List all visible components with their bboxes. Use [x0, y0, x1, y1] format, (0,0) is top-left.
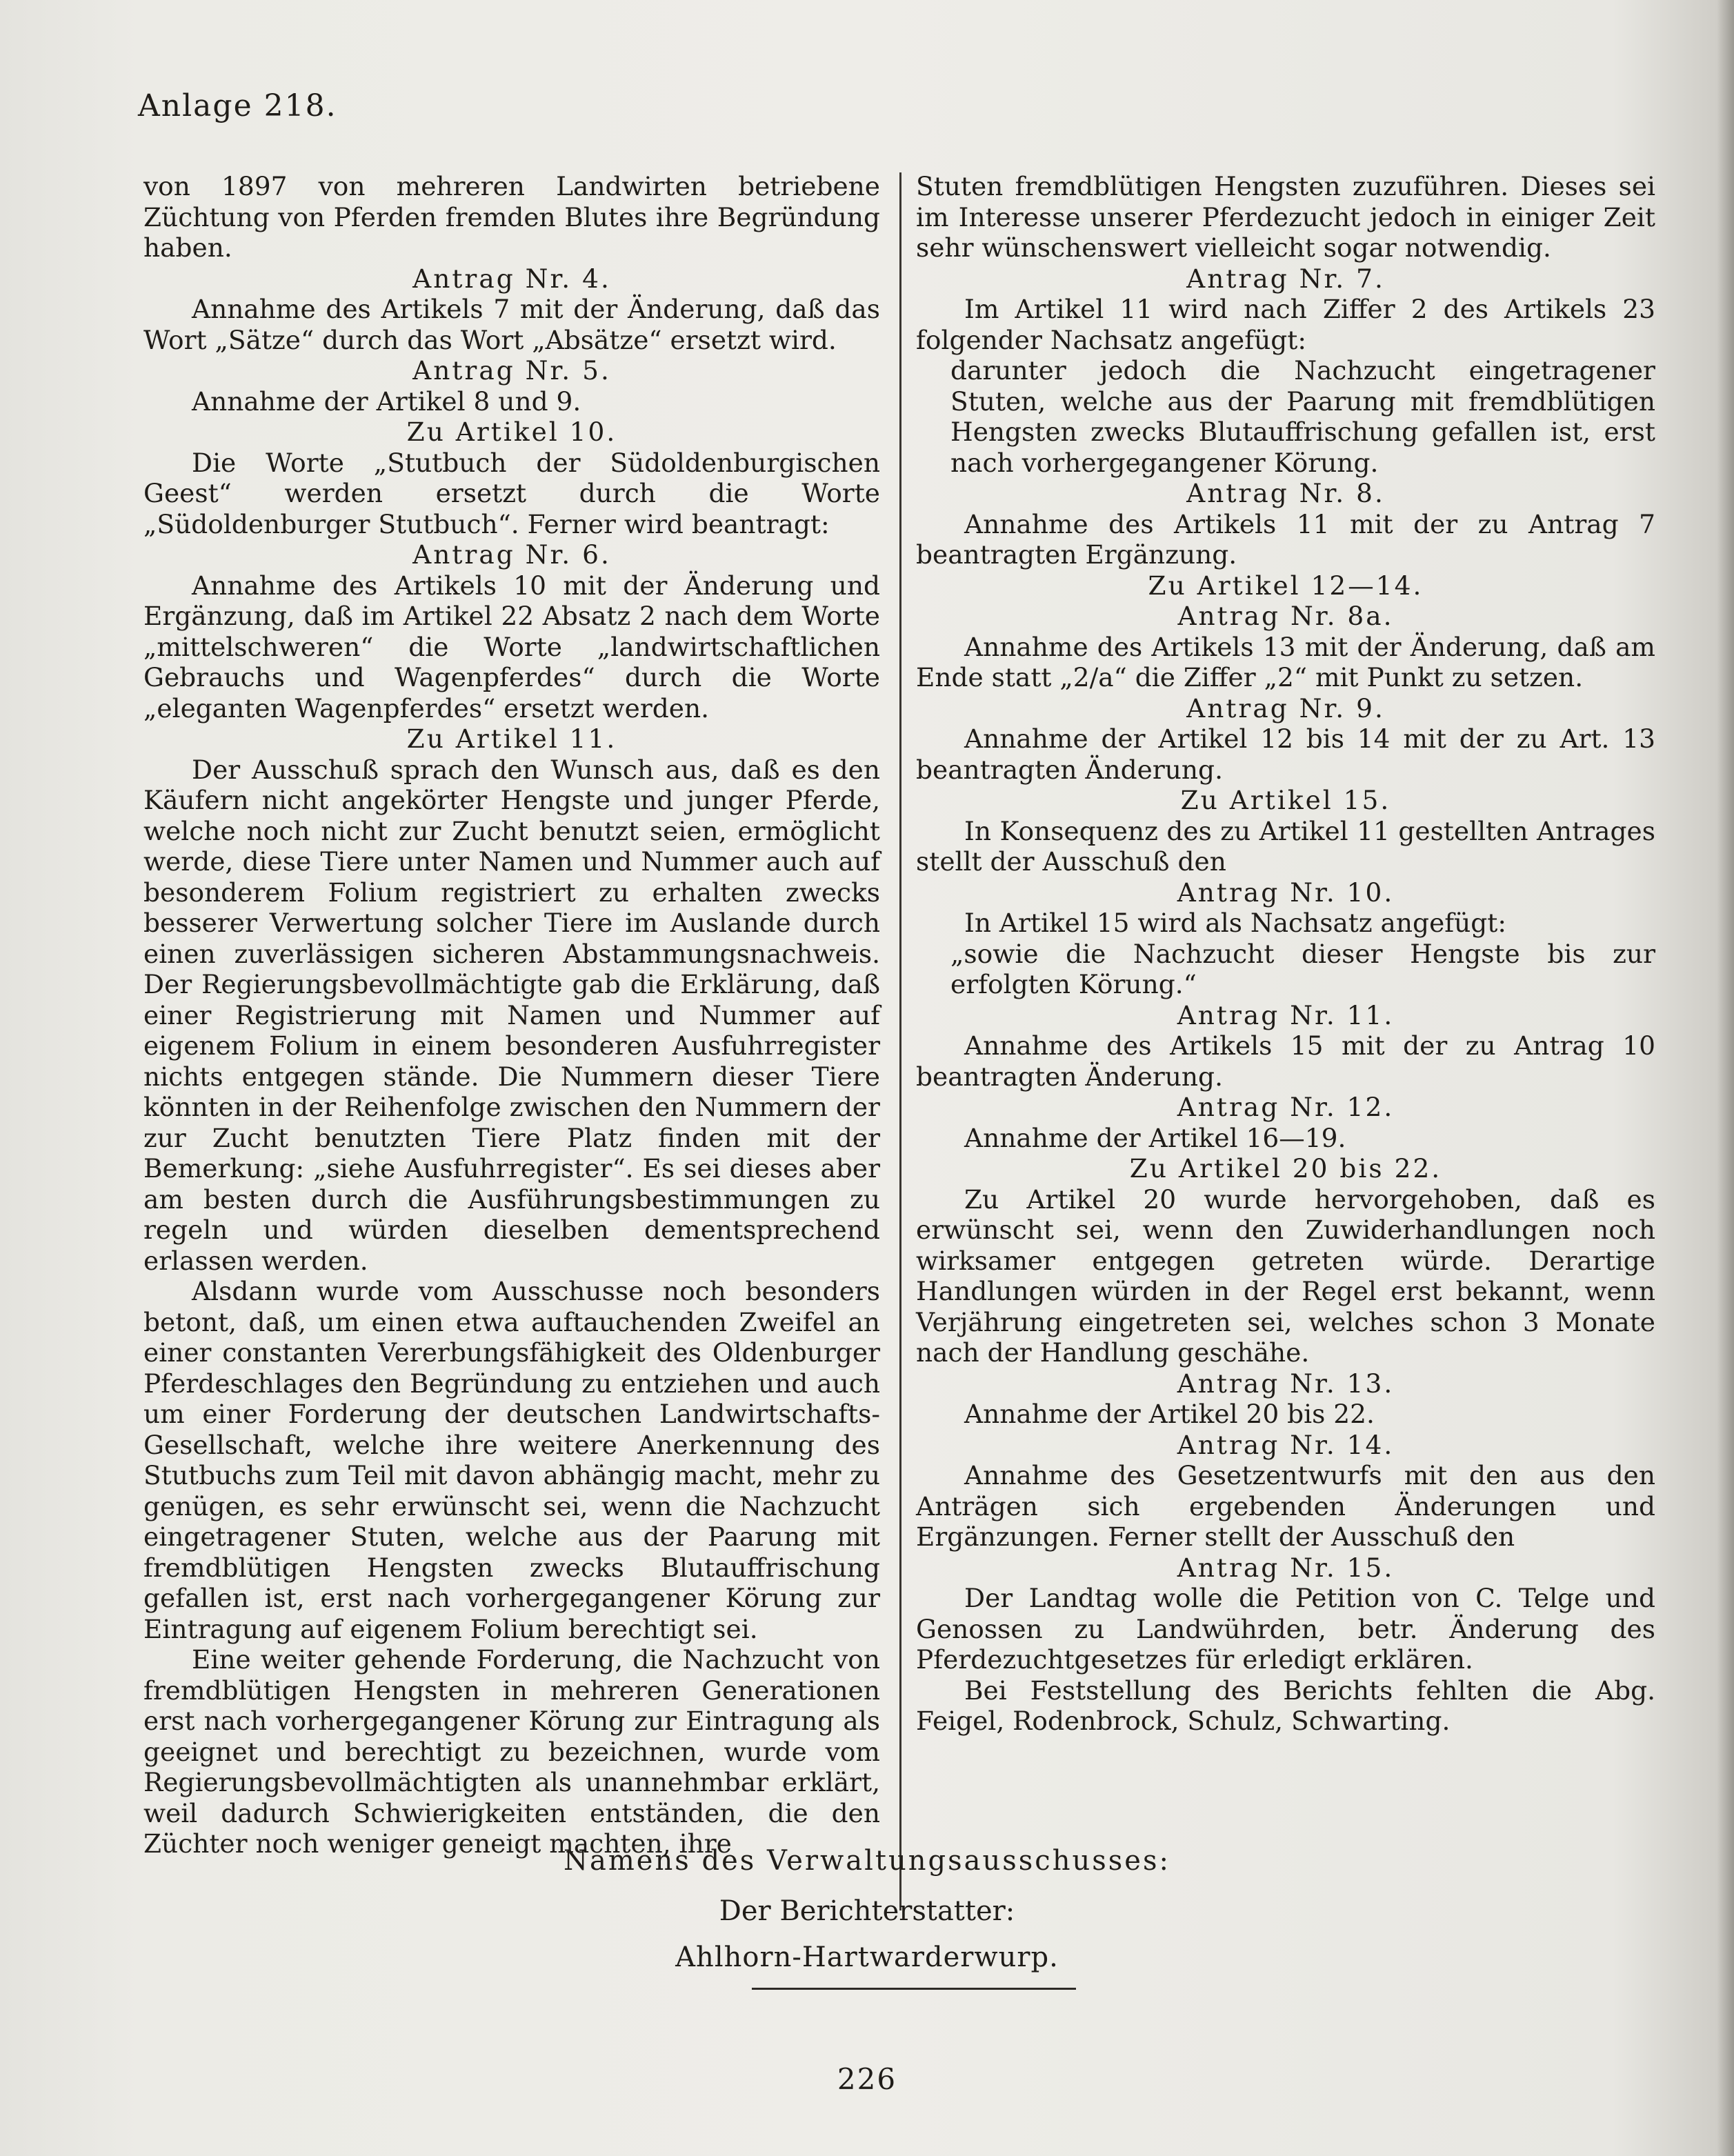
paragraph: Bei Feststellung des Berichts fehlten die Abg. Feigel, Rodenbrock, Schulz, Schwarting.: [916, 1675, 1655, 1736]
signature-underline: [752, 1988, 1076, 1990]
paragraph: Annahme des Artikels 11 mit der zu Antrag 7 beantragten Ergänzung.: [916, 508, 1655, 570]
section-heading: Antrag Nr. 7.: [1186, 263, 1385, 294]
section-heading: Zu Artikel 11.: [406, 723, 617, 754]
section-heading: Zu Artikel 20 bis 22.: [1129, 1153, 1442, 1184]
quoted-insertion: „sowie die Nachzucht dieser Hengste bis zur erfolgten Körung.“: [950, 938, 1655, 999]
right-column: [916, 171, 1655, 1737]
section-heading: Antrag Nr. 8.: [1186, 478, 1385, 508]
section-heading: Antrag Nr. 13.: [1177, 1368, 1395, 1399]
section-heading: Antrag Nr. 12.: [1177, 1092, 1395, 1122]
section-heading: Zu Artikel 15.: [1180, 785, 1391, 815]
signature-role: Der Berichterstatter:: [719, 1895, 1015, 1927]
section-heading: Antrag Nr. 11.: [1177, 999, 1395, 1030]
paragraph: Annahme der Artikel 20 bis 22.: [964, 1399, 1375, 1429]
section-heading: Antrag Nr. 5.: [412, 355, 611, 386]
paragraph: Zu Artikel 20 wurde hervorgehoben, daß es erwünscht sei, wenn den Zuwiderhandlungen noch wirksamer entgegen getreten würde. Derartige Handlungen würden in der Regel erst bekannt, wenn Verjährung eingetreten sei, welches schon 3 Monate nach der Handlung geschähe.: [916, 1184, 1655, 1368]
paragraph: Annahme des Artikels 13 mit der Änderung, daß am Ende statt „2/a“ die Ziffer „2“ mit Punkt zu setzen.: [916, 631, 1655, 692]
section-heading: Antrag Nr. 9.: [1186, 692, 1385, 723]
paragraph: Alsdann wurde vom Ausschusse noch besonders betont, daß, um einen etwa auftauchenden Zweifel an einer constanten Vererbungsfähigkeit des Oldenburger Pferdeschlages den Begründung zu entziehen und auch um einer Forderung der deutschen Landwirtschafts-Gesellschaft, welche ihre weitere Anerkennung des Stutbuchs zum Teil mit davon abhängig macht, mehr zu genügen, es sehr erwünscht sei, wenn die Nachzucht eingetragener Stuten, welche aus der Paarung mit fremdblütigen Hengsten zwecks Blutauffrischung gefallen ist, erst nach vorhergegangener Körung zur Eintragung auf eigenem Folium berechtigt sei.: [143, 1276, 880, 1644]
column-divider: [899, 172, 901, 1910]
paragraph: Der Ausschuß sprach den Wunsch aus, daß es den Käufern nicht angekörter Hengste und junger Pferde, welche noch nicht zur Zucht benutzt seien, ermöglicht werde, diese Tiere unter Namen und Nummer auch auf besonderem Folium registriert zu erhalten zwecks besserer Verwertung solcher Tiere im Auslande durch einen zuverlässigen sicheren Abstammungsnachweis. Der Regierungsbevollmächtigte gab die Erklärung, daß einer Registrierung mit Namen und Nummer auf eigenem Folium in einem besonderen Ausfuhrregister nichts entgegen stände. Die Nummern dieser Tiere könnten in der Reihenfolge zwischen den Nummern der zur Zucht benutzten Tiere Platz finden mit der Bemerkung: „siehe Ausfuhrregister“. Es sei dieses aber am besten durch die Ausführungsbestimmungen zu regeln und würden dieselben dementsprechend erlassen werden.: [143, 754, 880, 1276]
paragraph: von 1897 von mehreren Landwirten betriebene Züchtung von Pferden fremden Blutes ihre Begründung haben.: [143, 171, 880, 263]
paragraph: In Konsequenz des zu Artikel 11 gestellten Antrages stellt der Ausschuß den: [916, 815, 1655, 877]
paragraph: Annahme des Artikels 15 mit der zu Antrag 10 beantragten Änderung.: [916, 1030, 1655, 1092]
left-column: [143, 171, 880, 1859]
page-header: Anlage 218.: [138, 88, 337, 123]
signature-name: Ahlhorn-Hartwarderwurp.: [675, 1942, 1059, 1973]
paragraph: Der Landtag wolle die Petition von C. Telge und Genossen zu Landwührden, betr. Änderung des Pferdezuchtgesetzes für erledigt erklären.: [916, 1583, 1655, 1675]
paragraph: Annahme des Artikels 10 mit der Änderung und Ergänzung, daß im Artikel 22 Absatz 2 nach dem Worte „mittelschweren“ die Worte „landwirtschaftlichen Gebrauchs und Wagenpferdes“ durch die Worte „eleganten Wagenpferdes“ ersetzt werden.: [143, 570, 880, 723]
section-heading: Antrag Nr. 10.: [1177, 877, 1395, 908]
paragraph: Annahme des Gesetzentwurfs mit den aus den Anträgen sich ergebenden Änderungen und Ergänzungen. Ferner stellt der Ausschuß den: [916, 1460, 1655, 1552]
signature-title: Namens des Verwaltungsausschusses:: [564, 1845, 1170, 1877]
section-heading: Antrag Nr. 15.: [1177, 1552, 1395, 1583]
section-heading: Zu Artikel 12—14.: [1148, 570, 1424, 601]
paragraph: Annahme der Artikel 16—19.: [964, 1122, 1346, 1153]
paragraph: In Artikel 15 wird als Nachsatz angefügt:: [964, 908, 1506, 938]
paragraph: Im Artikel 11 wird nach Ziffer 2 des Artikels 23 folgender Nachsatz angefügt:: [916, 294, 1655, 355]
paragraph: Annahme des Artikels 7 mit der Änderung, daß das Wort „Sätze“ durch das Wort „Absätze“ ersetzt wird.: [143, 294, 880, 355]
page-number: 226: [837, 2062, 897, 2096]
section-heading: Antrag Nr. 4.: [412, 263, 611, 294]
paragraph: Die Worte „Stutbuch der Südoldenburgischen Geest“ werden ersetzt durch die Worte „Südoldenburger Stutbuch“. Ferner wird beantragt:: [143, 447, 880, 539]
paragraph: Stuten fremdblütigen Hengsten zuzuführen. Dieses sei im Interesse unserer Pferdezucht jedoch in einiger Zeit sehr wünschenswert vielleicht sogar notwendig.: [916, 171, 1655, 263]
paragraph: Eine weiter gehende Forderung, die Nachzucht von fremdblütigen Hengsten in mehreren Generationen erst nach vorhergegangener Körung zur Eintragung als geeignet und berechtigt zu bezeichnen, wurde vom Regierungsbevollmächtigten als unannehmbar erklärt, weil dadurch Schwierigkeiten entständen, die den Züchter noch weniger geneigt machten, ihre: [143, 1644, 880, 1859]
paragraph: Annahme der Artikel 8 und 9.: [192, 386, 581, 417]
section-heading: Zu Artikel 10.: [406, 417, 617, 447]
section-heading: Antrag Nr. 8a.: [1177, 601, 1394, 631]
section-heading: Antrag Nr. 14.: [1177, 1429, 1395, 1460]
section-heading: Antrag Nr. 6.: [412, 539, 611, 570]
quoted-insertion: darunter jedoch die Nachzucht eingetragener Stuten, welche aus der Paarung mit fremdblütigen Hengsten zwecks Blutauffrischung gefallen ist, erst nach vorhergegangener Körung.: [950, 355, 1655, 478]
paragraph: Annahme der Artikel 12 bis 14 mit der zu Art. 13 beantragten Änderung.: [916, 723, 1655, 785]
